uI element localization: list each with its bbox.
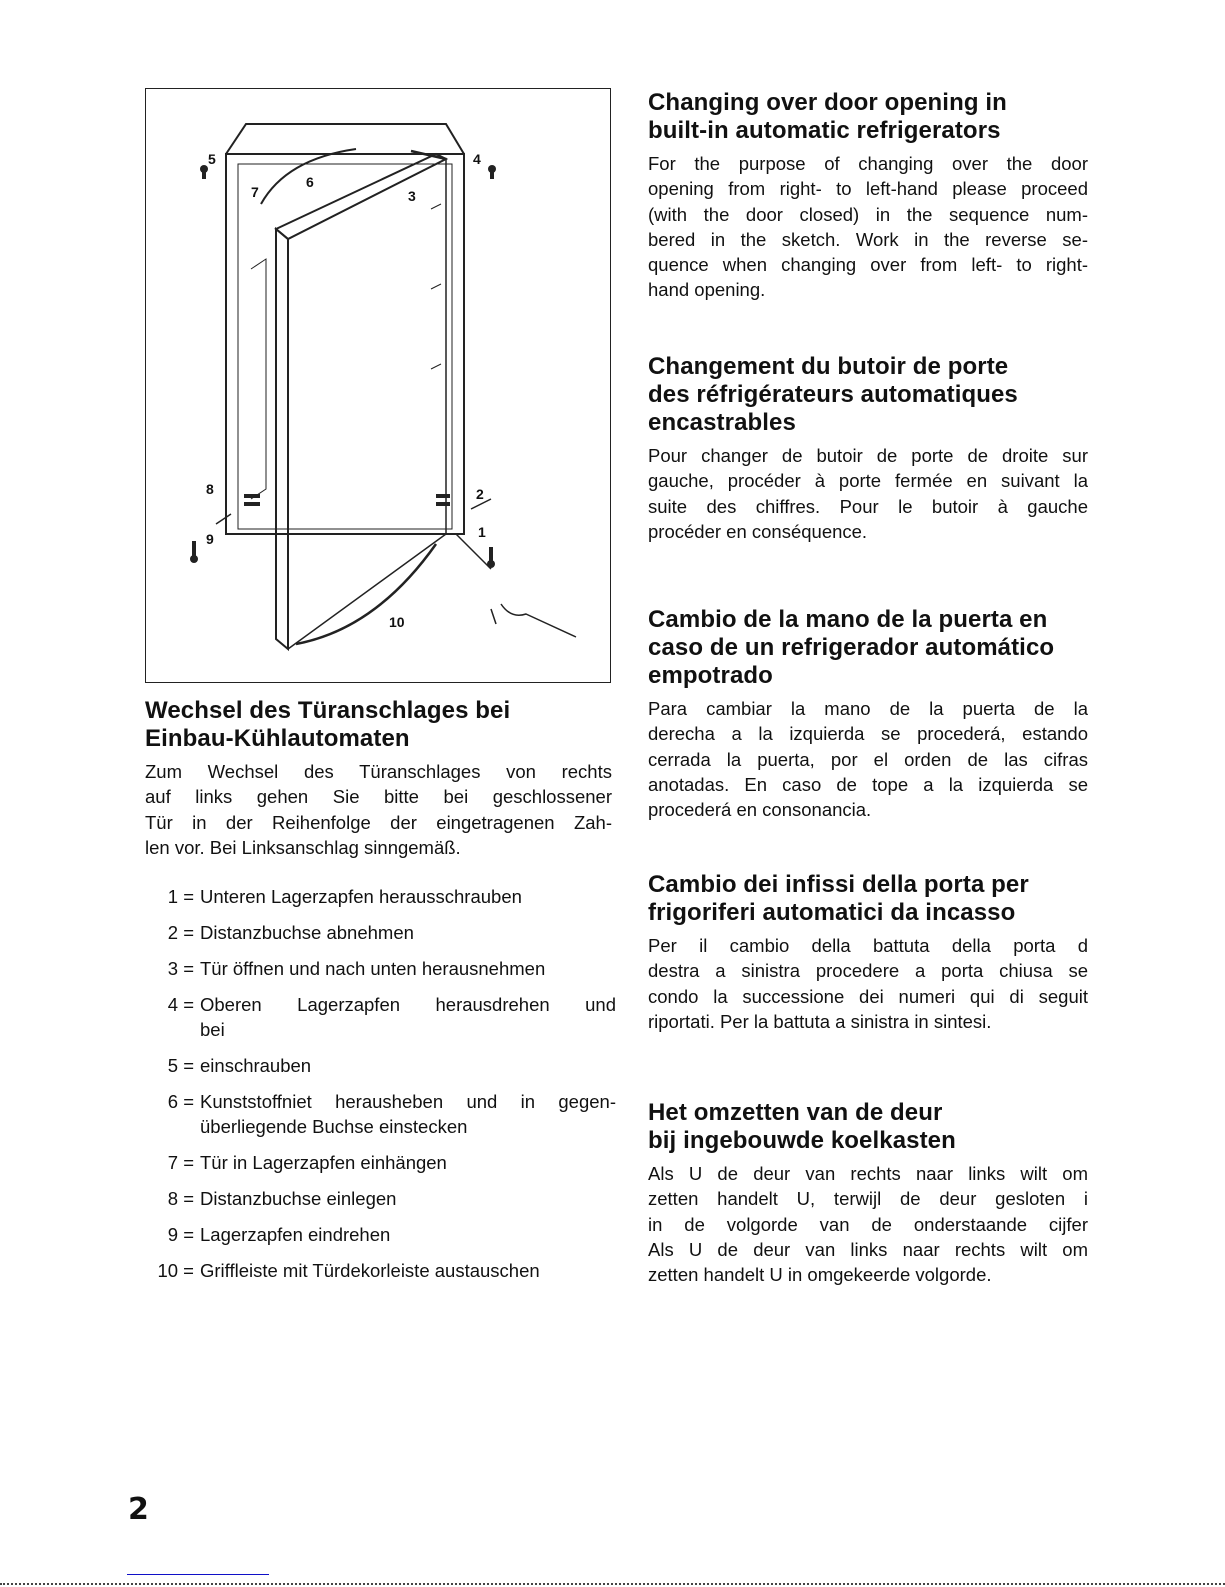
step-item bbox=[140, 992, 616, 1042]
text-line: built-in automatic refrigerators bbox=[648, 117, 1001, 144]
section-body bbox=[648, 443, 1088, 544]
section-dutch bbox=[648, 1099, 1088, 1287]
text-line: Para cambiar la mano de la puerta de la bbox=[648, 698, 1088, 719]
step-number: 1 = bbox=[167, 886, 194, 907]
diagram-label-5: 5 bbox=[208, 151, 216, 167]
text-line: Changing over door opening in bbox=[648, 89, 1007, 116]
step-number: 10 = bbox=[157, 1260, 194, 1281]
text-line: Per il cambio della battuta della porta d bbox=[648, 935, 1088, 956]
text-line: Zum Wechsel des Türanschlages von rechts bbox=[145, 761, 612, 782]
step-text: überliegende Buchse einstecken bbox=[200, 1116, 468, 1137]
text-line: For the purpose of changing over the door bbox=[648, 153, 1088, 174]
text-line: zetten handelt U, terwijl de deur gesloten i bbox=[648, 1188, 1088, 1210]
text-line: Cambio dei infissi della porta per bbox=[648, 871, 1029, 898]
step-text: Unteren Lagerzapfen herausschrauben bbox=[200, 886, 522, 907]
section-heading bbox=[145, 697, 612, 753]
diagram-label-2: 2 bbox=[476, 486, 484, 502]
step-number: 6 = bbox=[167, 1091, 194, 1112]
text-line: Als U de deur van links naar rechts wilt om bbox=[648, 1238, 1088, 1260]
page-number: 2 bbox=[128, 1492, 149, 1527]
step-item bbox=[140, 1150, 616, 1175]
text-line: des réfrigérateurs automatiques bbox=[648, 381, 1018, 408]
step-number: 7 = bbox=[167, 1152, 194, 1173]
section-body bbox=[648, 1161, 1088, 1287]
diagram-label-8: 8 bbox=[206, 481, 214, 497]
diagram-label-10: 10 bbox=[389, 614, 405, 630]
text-line: cerrada la puerta, por el orden de las cifras bbox=[648, 748, 1088, 770]
step-number: 2 = bbox=[167, 922, 194, 943]
fridge-top bbox=[226, 124, 464, 154]
step-text: Griffleiste mit Türdekorleiste austauschen bbox=[200, 1260, 540, 1281]
step-number: 8 = bbox=[167, 1188, 194, 1209]
text-line: empotrado bbox=[648, 662, 773, 689]
step-item bbox=[140, 1089, 616, 1139]
text-line: procederá en consonancia. bbox=[648, 799, 872, 821]
text-line: hand opening. bbox=[648, 279, 766, 301]
text-line: Tür in der Reihenfolge der eingetragenen Zah- bbox=[145, 811, 612, 833]
section-heading bbox=[648, 89, 1088, 145]
section-german bbox=[145, 697, 612, 860]
text-line: Changement du butoir de porte bbox=[648, 353, 1009, 380]
text-line: Wechsel des Türanschlages bei bbox=[145, 697, 511, 724]
diagram-label-3: 3 bbox=[408, 188, 416, 204]
text-line: encastrables bbox=[648, 409, 796, 436]
door-top-edge bbox=[276, 154, 446, 239]
text-line: destra a sinistra procedere a porta chiusa se bbox=[648, 960, 1088, 982]
step-item bbox=[140, 1258, 616, 1283]
step-text: einschrauben bbox=[200, 1055, 312, 1076]
text-line: frigoriferi automatici da incasso bbox=[648, 899, 1016, 926]
section-heading bbox=[648, 1099, 1088, 1155]
section-heading bbox=[648, 871, 1088, 927]
text-line: auf links gehen Sie bitte bei geschlossener bbox=[145, 786, 612, 808]
page-edge bbox=[0, 1583, 1225, 1587]
text-line: gauche, procéder à porte fermée en suivant la bbox=[648, 470, 1088, 492]
section-heading bbox=[648, 353, 1088, 437]
step-text: bei bbox=[200, 1019, 225, 1040]
divider-line bbox=[127, 1574, 269, 1575]
step-item bbox=[140, 920, 616, 945]
step-text: Tür in Lagerzapfen einhängen bbox=[200, 1152, 447, 1173]
section-body bbox=[648, 933, 1088, 1034]
step-text: Distanzbuchse einlegen bbox=[200, 1188, 397, 1209]
text-line: in de volgorde van de onderstaande cijfer bbox=[648, 1213, 1088, 1235]
section-body bbox=[648, 151, 1088, 303]
step-text: Lagerzapfen eindrehen bbox=[200, 1224, 391, 1245]
section-heading bbox=[648, 606, 1088, 690]
text-line: Cambio de la mano de la puerta en bbox=[648, 606, 1048, 633]
text-line: len vor. Bei Linksanschlag sinngemäß. bbox=[145, 836, 461, 858]
step-text: Oberen Lagerzapfen herausdrehen und bbox=[200, 994, 616, 1015]
text-line: Als U de deur van rechts naar links wilt om bbox=[648, 1163, 1088, 1184]
diagram-label-1: 1 bbox=[478, 524, 486, 540]
step-text: Tür öffnen und nach unten herausnehmen bbox=[200, 958, 546, 979]
section-body bbox=[145, 759, 612, 860]
step-text: Kunststoffniet herausheben und in gegen- bbox=[200, 1091, 616, 1112]
text-line: (with the door closed) in the sequence num- bbox=[648, 203, 1088, 225]
text-line: caso de un refrigerador automático bbox=[648, 634, 1055, 661]
step-item bbox=[140, 1053, 616, 1078]
step-item bbox=[140, 1222, 616, 1247]
step-item bbox=[140, 956, 616, 981]
text-line: Het omzetten van de deur bbox=[648, 1099, 943, 1126]
step-item bbox=[140, 1186, 616, 1211]
open-door bbox=[288, 159, 446, 649]
section-french bbox=[648, 353, 1088, 544]
step-number: 5 = bbox=[167, 1055, 194, 1076]
step-item bbox=[140, 884, 616, 909]
text-line: bij ingebouwde koelkasten bbox=[648, 1127, 956, 1154]
refrigerator-sketch bbox=[146, 89, 609, 681]
text-line: suite des chiffres. Pour le butoir à gauche bbox=[648, 495, 1088, 517]
text-line: riportati. Per la battuta a sinistra in sintesi. bbox=[648, 1010, 992, 1032]
text-line: anotadas. En caso de tope a la izquierda se bbox=[648, 773, 1088, 795]
step-text: Distanzbuchse abnehmen bbox=[200, 922, 414, 943]
step-number: 3 = bbox=[167, 958, 194, 979]
text-line: bered in the sketch. Work in the reverse se- bbox=[648, 228, 1088, 250]
wrench-icon bbox=[491, 604, 576, 637]
section-english bbox=[648, 89, 1088, 303]
section-italian bbox=[648, 871, 1088, 1034]
step-list bbox=[140, 884, 616, 1294]
diagram-label-9: 9 bbox=[206, 531, 214, 547]
text-line: Einbau-Kühlautomaten bbox=[145, 725, 410, 752]
text-line: procéder en conséquence. bbox=[648, 520, 868, 542]
text-line: opening from right- to left-hand please proceed bbox=[648, 178, 1088, 200]
step-number: 4 = bbox=[167, 994, 194, 1015]
text-line: condo la successione dei numeri qui di seguit bbox=[648, 985, 1088, 1007]
text-line: zetten handelt U in omgekeerde volgorde. bbox=[648, 1264, 992, 1286]
door-changeover-diagram bbox=[145, 88, 611, 683]
section-body bbox=[648, 696, 1088, 822]
diagram-label-7: 7 bbox=[251, 184, 259, 200]
text-line: Pour changer de butoir de porte de droite sur bbox=[648, 445, 1088, 466]
text-line: derecha a la izquierda se procederá, estando bbox=[648, 723, 1088, 745]
text-line: quence when changing over from left- to right- bbox=[648, 254, 1088, 276]
rotation-arrow-10 bbox=[296, 544, 436, 644]
diagram-label-6: 6 bbox=[306, 174, 314, 190]
door-edge bbox=[276, 229, 288, 649]
diagram-label-4: 4 bbox=[473, 151, 481, 167]
step-number: 9 = bbox=[167, 1224, 194, 1245]
section-spanish bbox=[648, 606, 1088, 822]
